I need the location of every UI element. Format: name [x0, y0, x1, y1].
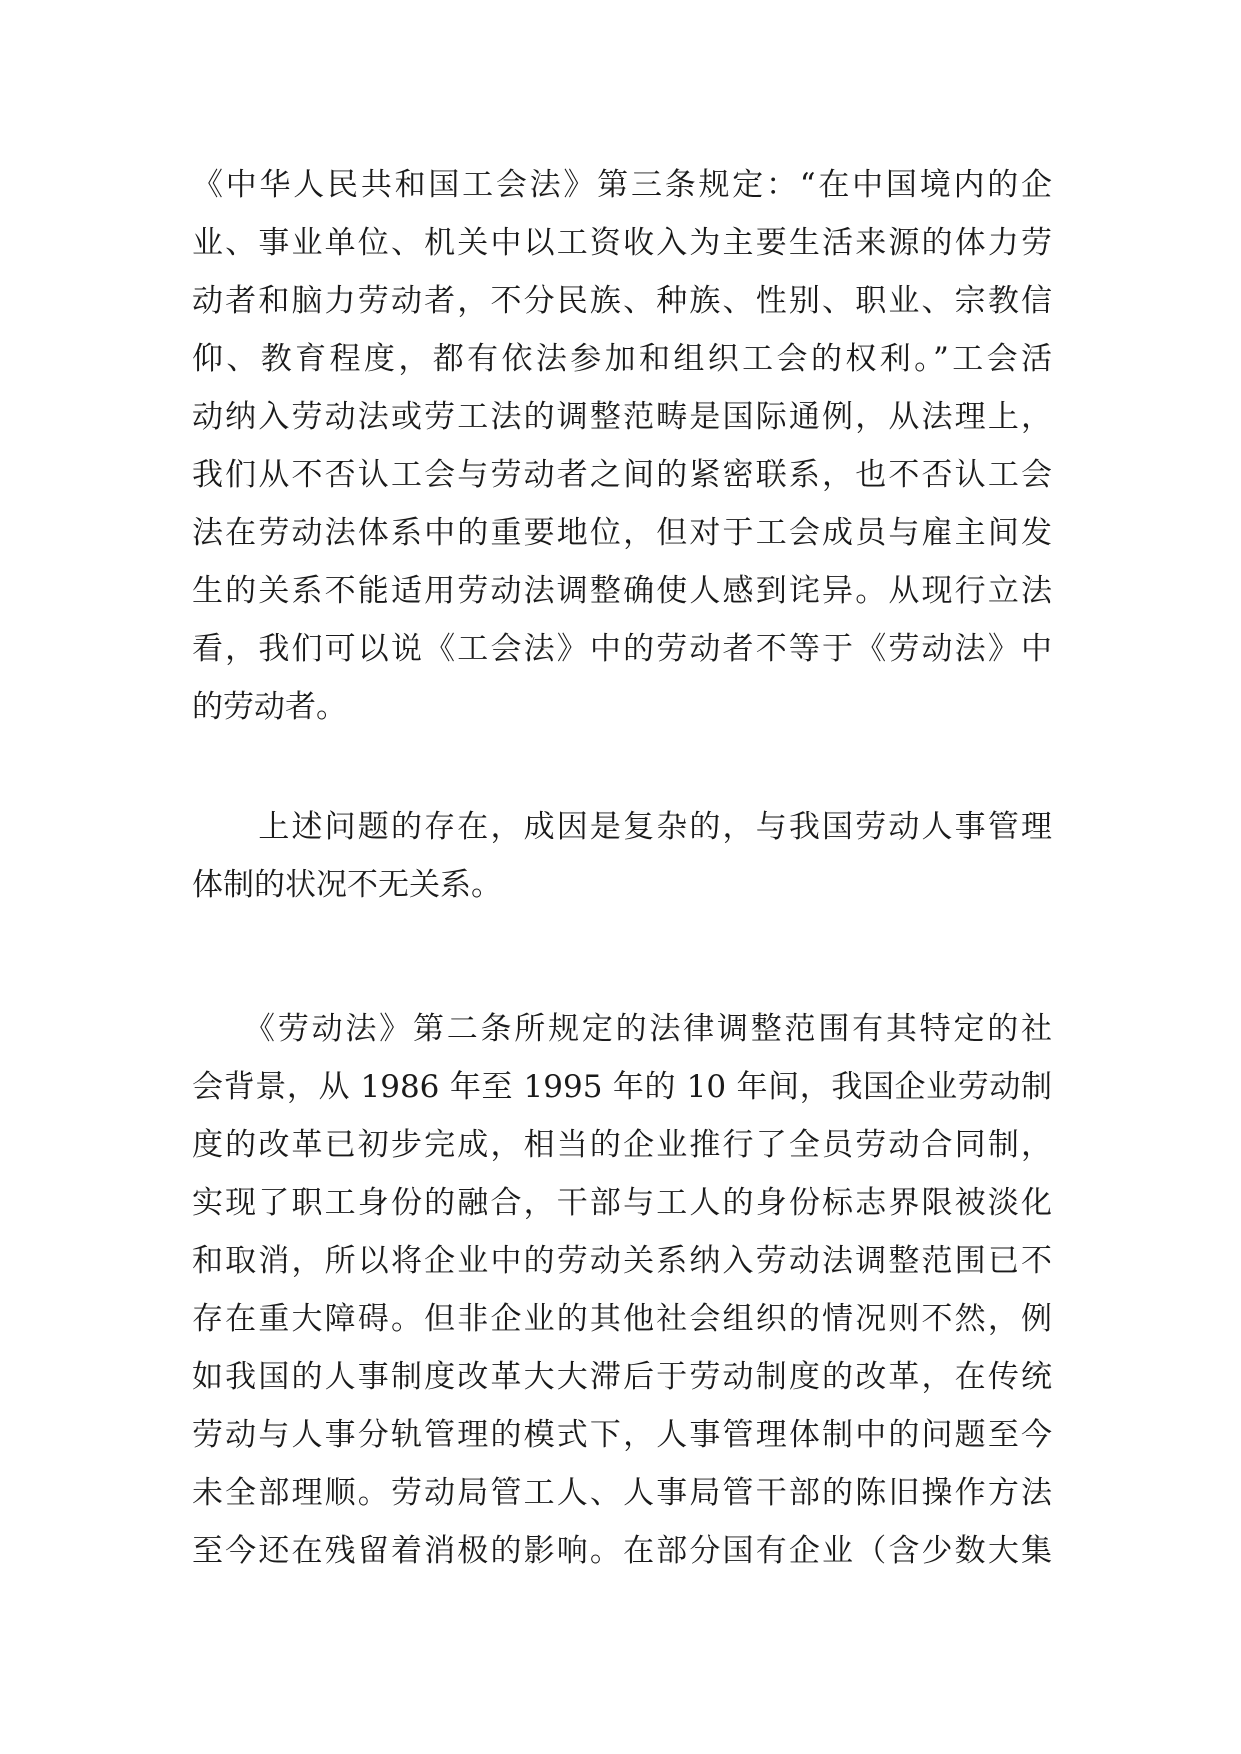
text-line: 动者和脑力劳动者，不分民族、种族、性别、职业、宗教信: [192, 283, 1052, 319]
text-line: 业、事业单位、机关中以工资收入为主要生活来源的体力劳: [192, 225, 1052, 261]
text-line: 仰、教育程度，都有依法参加和组织工会的权利。”工会活: [192, 341, 1052, 377]
text-line: 法在劳动法体系中的重要地位，但对于工会成员与雇主间发: [192, 515, 1052, 551]
text-line: 的劳动者。: [192, 689, 347, 725]
text-line: 劳动与人事分轨管理的模式下，人事管理体制中的问题至今: [192, 1417, 1052, 1453]
text-line: 动纳入劳动法或劳工法的调整范畴是国际通例，从法理上，: [192, 399, 1052, 435]
text-line: 如我国的人事制度改革大大滞后于劳动制度的改革，在传统: [192, 1359, 1052, 1395]
text-line: 看，我们可以说《工会法》中的劳动者不等于《劳动法》中: [192, 631, 1052, 667]
text-line: 度的改革已初步完成，相当的企业推行了全员劳动合同制，: [192, 1127, 1052, 1163]
text-line: 生的关系不能适用劳动法调整确使人感到诧异。从现行立法: [192, 573, 1052, 609]
text-line: 《中华人民共和国工会法》第三条规定：“在中国境内的企: [192, 167, 1052, 203]
text-line: 我们从不否认工会与劳动者之间的紧密联系，也不否认工会: [192, 457, 1052, 493]
text-line: 体制的状况不无关系。: [192, 867, 502, 903]
paragraph-labor-law-scope: [192, 1000, 1052, 1580]
paragraph-causes: [192, 798, 1052, 914]
text-line: 至今还在残留着消极的影响。在部分国有企业（含少数大集: [192, 1533, 1052, 1569]
text-line: 《劳动法》第二条所规定的法律调整范围有其特定的社: [192, 1011, 1052, 1047]
text-line: 上述问题的存在，成因是复杂的，与我国劳动人事管理: [192, 809, 1052, 845]
text-line: 会背景，从 1986 年至 1995 年的 10 年间，我国企业劳动制: [192, 1069, 1052, 1105]
text-line: 存在重大障碍。但非企业的其他社会组织的情况则不然，例: [192, 1301, 1052, 1337]
text-line: 和取消，所以将企业中的劳动关系纳入劳动法调整范围已不: [192, 1243, 1052, 1279]
paragraph-trade-union-law: [192, 156, 1052, 736]
text-line: 实现了职工身份的融合，干部与工人的身份标志界限被淡化: [192, 1185, 1052, 1221]
text-line: 未全部理顺。劳动局管工人、人事局管干部的陈旧操作方法: [192, 1475, 1052, 1511]
